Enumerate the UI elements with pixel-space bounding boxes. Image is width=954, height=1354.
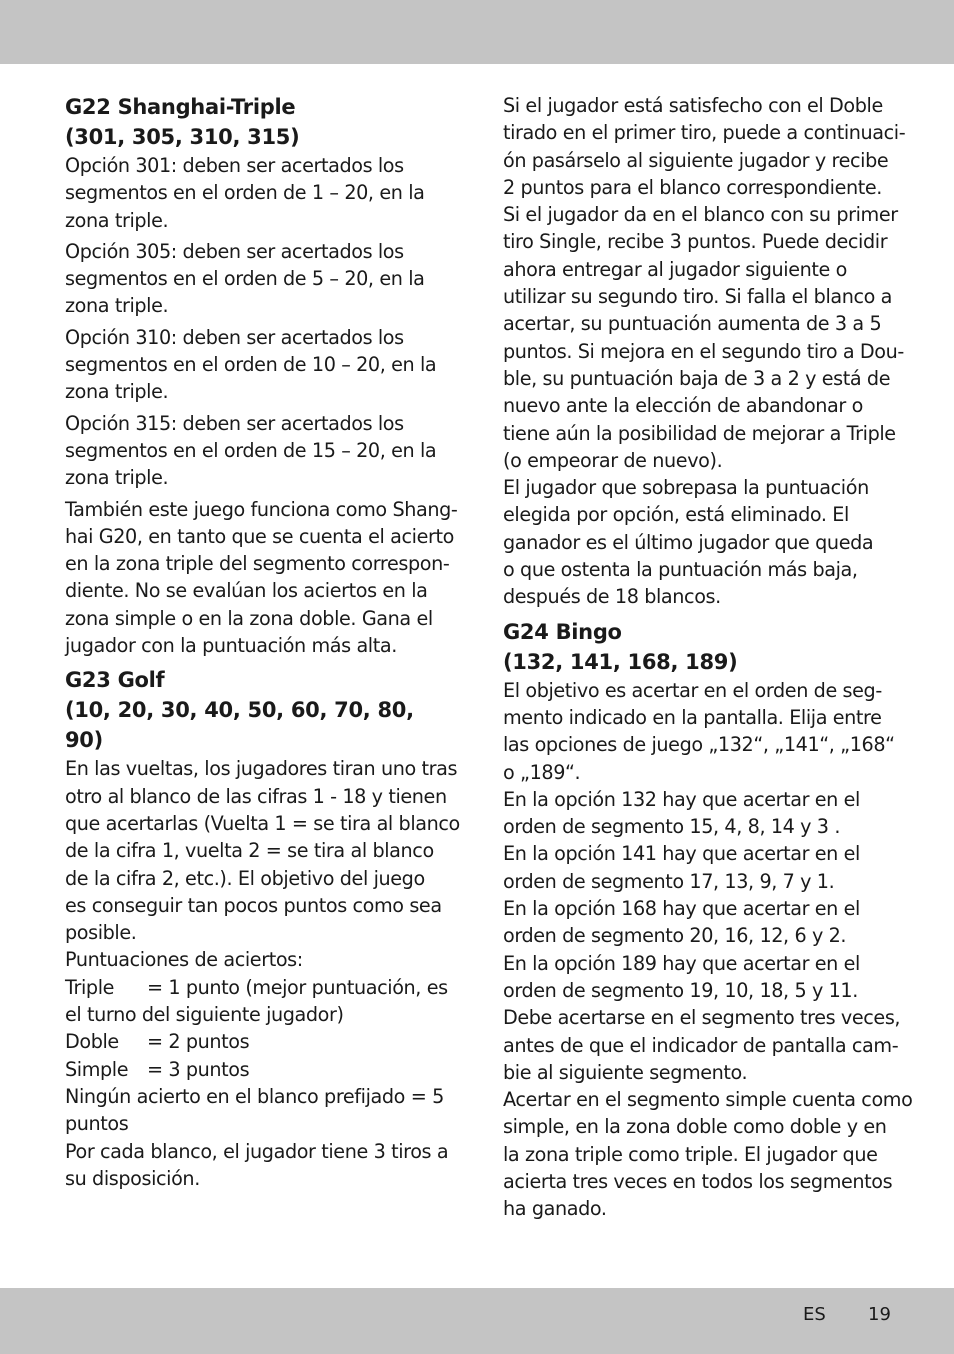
text-line: zona simple o en la zona doble. Gana el [65,606,433,630]
text-line: El objetivo es acertar en el orden de seg- [503,678,882,702]
g22-option-310 [65,324,457,406]
g22-option-305 [65,238,457,320]
language-code: ES [803,1304,826,1325]
g22-description [65,496,457,660]
g23-elimination [503,474,895,610]
text-line: puntos. Si mejora en el segundo tiro a Dou- [503,339,904,363]
text-line: Ningún acierto en el blanco prefijado = 5 [65,1084,444,1108]
text-line: ble, su puntuación baja de 3 a 2 y está de [503,366,891,390]
score-value: = 3 puntos [147,1057,250,1081]
text-line: segmentos en el orden de 15 – 20, en la [65,438,437,462]
text-line: segmentos en el orden de 10 – 20, en la [65,353,437,377]
g22-option-315 [65,410,457,492]
g23-scores [65,946,457,1192]
text-line: nuevo ante la elección de abandonar o [503,394,863,418]
text-line: acertar, su puntuación aumenta de 3 a 5 [503,312,882,336]
text-line: orden de segmento 20, 16, 12, 6 y 2. [503,924,847,948]
text-line: ganador es el último jugador que queda [503,530,874,554]
score-value: = 1 punto (mejor puntuación, es [147,975,448,999]
heading-line: (301, 305, 310, 315) [65,125,300,149]
text-line: puntos [65,1112,129,1136]
text-line: También este juego funciona como Shang- [65,497,458,521]
score-label: Simple [65,1057,129,1081]
g22-option-301 [65,152,457,234]
text-line: 2 puntos para el blanco correspondiente. [503,175,882,199]
g23-continuation [503,92,906,474]
text-line: la zona triple como triple. El jugador que [503,1142,878,1166]
score-row-doble [65,1028,457,1055]
text-line: orden de segmento 15, 4, 8, 14 y 3 . [503,815,841,839]
text-line: El jugador que sobrepasa la puntuación [503,476,869,500]
text-line: utilizar su segundo tiro. Si falla el blanco a [503,285,893,309]
text-line: zona triple. [65,380,169,404]
g24-option-132 [503,786,895,841]
text-line: acierta tres veces en todos los segmentos [503,1169,893,1193]
text-line: orden de segmento 19, 10, 18, 5 y 11. [503,978,858,1002]
g24-intro [503,677,895,786]
text-line: elegida por opción, está eliminado. El [503,503,849,527]
score-row-triple [65,974,457,1001]
header-band [0,0,954,64]
heading-line: G23 Golf [65,668,165,693]
heading-line: (10, 20, 30, 40, 50, 60, 70, 80, [65,698,414,723]
text-line: las opciones de juego „132“, „141“, „168“ [503,733,895,757]
text-line: segmentos en el orden de 5 – 20, en la [65,267,425,291]
text-line: mento indicado en la pantalla. Elija entre [503,705,882,729]
page-number: 19 [868,1304,891,1325]
text-line: de la cifra 2, etc.). El objetivo del juego [65,866,425,890]
text-line: Si el jugador da en el blanco con su primer [503,203,898,227]
right-column [503,92,913,1223]
g24-option-141 [503,840,895,895]
text-line: diente. No se evalúan los aciertos en la [65,579,428,603]
score-label: Triple [65,975,115,999]
text-line: zona triple. [65,294,169,318]
g24-heading [503,617,895,677]
score-value: = 2 puntos [147,1030,250,1054]
text-line: tirado en el primer tiro, puede a continuaci- [503,121,906,145]
text-line: de la cifra 1, vuelta 2 = se tira al blanco [65,839,434,863]
text-line: tiene aún la posibilidad de mejorar a Triple [503,421,896,445]
text-line: que acertarlas (Vuelta 1 = se tira al blanco [65,811,460,835]
text-line: orden de segmento 17, 13, 9, 7 y 1. [503,869,835,893]
text-line: otro al blanco de las cifras 1 - 18 y tienen [65,784,447,808]
text-line: zona triple. [65,208,169,232]
text-line: bie al siguiente segmento. [503,1060,748,1084]
g24-option-168 [503,895,895,950]
text-line: En la opción 141 hay que acertar en el [503,842,860,866]
scores-label: Puntuaciones de aciertos: [65,948,303,972]
text-line: ha ganado. [503,1197,607,1221]
g24-scoring [503,1086,913,1222]
text-line: ahora entregar al jugador siguiente o [503,257,847,281]
g24-three-hits [503,1004,901,1086]
text-line: o que ostenta la puntuación más baja, [503,558,858,582]
text-line: el turno del siguiente jugador) [65,1003,344,1027]
heading-line: 90) [65,728,103,753]
left-column [65,92,460,1192]
text-line: Debe acertarse en el segmento tres veces, [503,1006,901,1030]
text-line: en la zona triple del segmento correspon- [65,552,450,576]
g22-heading [65,92,457,152]
text-line: Opción 301: deben ser acertados los [65,154,404,177]
text-line: En la opción 132 hay que acertar en el [503,787,860,811]
score-row-simple [65,1056,457,1083]
text-line: antes de que el indicador de pantalla cam- [503,1033,899,1057]
heading-line: G24 Bingo [503,619,622,644]
text-line: Si el jugador está satisfecho con el Doble [503,94,883,117]
text-line: simple, en la zona doble como doble y en [503,1115,887,1139]
text-line: jugador con la puntuación más alta. [65,634,397,658]
text-line: (o empeorar de nuevo). [503,448,723,472]
text-line: Acertar en el segmento simple cuenta como [503,1088,913,1112]
heading-line: G22 Shanghai-Triple [65,95,296,119]
text-line: es conseguir tan pocos puntos como sea [65,893,442,917]
g23-intro [65,755,460,946]
text-line: Opción 305: deben ser acertados los [65,239,404,263]
g23-heading [65,665,457,755]
text-line: o „189“. [503,760,581,784]
text-line: Opción 315: deben ser acertados los [65,411,404,435]
text-line: Por cada blanco, el jugador tiene 3 tiros a [65,1139,449,1163]
score-label: Doble [65,1030,119,1054]
text-line: segmentos en el orden de 1 – 20, en la [65,181,425,205]
text-line: Opción 310: deben ser acertados los [65,325,404,349]
text-line: zona triple. [65,466,169,490]
text-line: tiro Single, recibe 3 puntos. Puede decidir [503,230,888,254]
text-line: En la opción 189 hay que acertar en el [503,951,860,975]
text-line: hai G20, en tanto que se cuenta el acierto [65,524,454,548]
text-line: ón pasárselo al siguiente jugador y recibe [503,148,889,172]
text-line: su disposición. [65,1166,200,1190]
text-line: En la opción 168 hay que acertar en el [503,897,860,921]
text-line: después de 18 blancos. [503,585,721,609]
text-line: En las vueltas, los jugadores tiran uno tras [65,757,458,781]
g24-option-189 [503,950,895,1005]
text-line: posible. [65,921,137,945]
heading-line: (132, 141, 168, 189) [503,649,738,674]
